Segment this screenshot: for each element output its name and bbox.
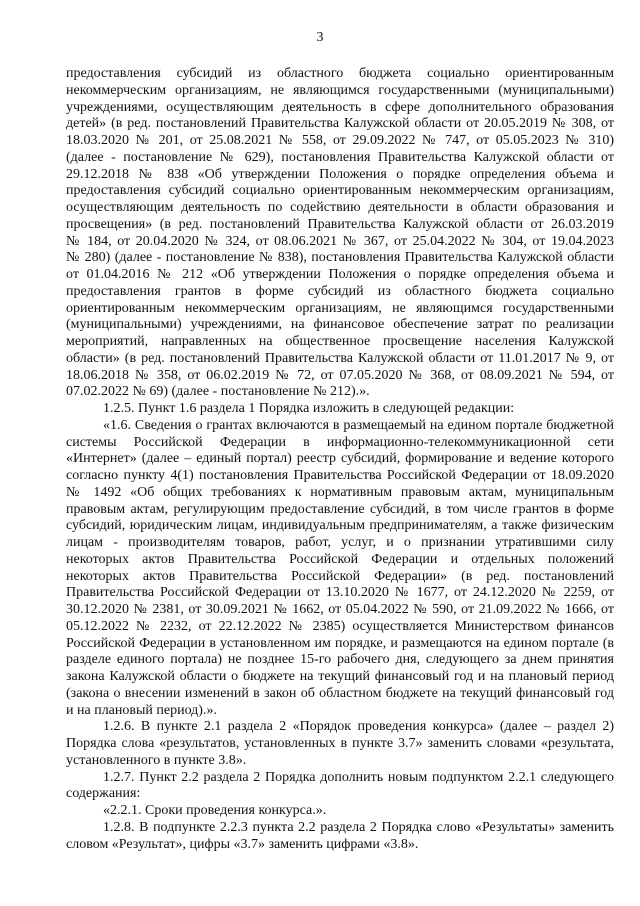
text-line: (закона о внесении изменений в закон об областном бюджете на текущий финансовый год <box>66 685 614 701</box>
text-line: предоставления грантов в форме субсидий из областного бюджета социально <box>66 283 614 299</box>
text-line: (муниципальными) учреждениями, на финансовое обеспечение затрат по реализации <box>66 317 614 333</box>
text-line: осуществляющим деятельность по содействию деятельности в области образования и <box>66 200 614 215</box>
text-line: 1.2.8. В подпункте 2.2.3 пункта 2.2 раздела 2 Порядка слово «Результаты» заменить <box>103 819 614 835</box>
text-line: и на плановый период).». <box>66 702 217 718</box>
text-line: 18.03.2020 № 201, от 25.08.2021 № 558, от 29.09.2022 № 747, от 05.05.2023 № 310) <box>66 133 614 148</box>
text-line: 29.12.2018 № 838 «Об утверждении Положения о порядке определения объема и <box>66 166 614 182</box>
text-line: предоставления субсидий из областного бюджета социально ориентированным <box>66 66 614 81</box>
text-line: разделе единого портала) не позднее 15-го рабочего дня, следующего за днем принятия <box>66 652 614 668</box>
page-number: 3 <box>316 30 324 45</box>
text-line: Правительства Российской Федерации от 13.10.2020 № 1677, от 24.12.2020 № 2259, от <box>66 585 614 601</box>
text-line: согласно пункту 4(1) постановления Правительства Российской Федерации от 18.09.2020 <box>66 468 614 483</box>
text-line: учреждениями, осуществляющим деятельность в сфере дополнительного образования <box>66 99 614 115</box>
text-line: некоммерческим организациям, не являющимся государственными (муниципальными) <box>66 82 614 98</box>
text-line: детей» (в ред. постановлений Правительства Калужской области от 20.05.2019 № 308, от <box>66 116 614 132</box>
paragraph-p2 <box>66 401 614 418</box>
text-line: 1.2.6. В пункте 2.1 раздела 2 «Порядок проведения конкурса» (далее – раздел 2) <box>103 719 614 735</box>
text-line: «1.6. Сведения о грантах включаются в размещаемый на едином портале бюджетной <box>103 417 614 433</box>
text-line: № 184, от 20.04.2020 № 324, от 08.06.2021 № 367, от 25.04.2022 № 304, от 19.04.2023 <box>66 233 614 249</box>
text-line: 30.12.2020 № 2381, от 30.09.2021 № 1662, от 05.04.2022 № 590, от 21.09.2022 № 1666, от <box>66 602 614 617</box>
text-line: мероприятий, направленных на общественное просвещение населения Калужской <box>66 334 614 349</box>
text-line: словом «Результат», цифры «3.7» заменить цифрами «3.8». <box>66 836 419 852</box>
text-line: некоторых актов Правительства Российской Федерации» (в ред. постановлений <box>66 568 614 584</box>
text-line: 1.2.5. Пункт 1.6 раздела 1 Порядка изложить в следующей редакции: <box>103 401 515 416</box>
text-line: «Интернет» (далее – единый портал) реестр субсидий, формирование и ведение которого <box>66 451 614 467</box>
paragraph-p1 <box>66 66 614 401</box>
text-line: (далее - постановление № 629), постановления Правительства Калужской области от <box>66 149 614 165</box>
text-line: области» (в ред. постановлений Правительства Калужской области от 11.01.2017 № 9, от <box>66 350 614 366</box>
text-line: 05.12.2022 № 2232, от 22.12.2022 № 2385) осуществляется Министерством финансов <box>66 618 614 634</box>
text-line: предоставления субсидий социально ориентированным некоммерческим организациям, <box>66 183 614 199</box>
text-line: закона Калужской области о бюджете на текущий финансовый год и на плановый период <box>66 669 614 684</box>
text-line: установленного в пункте 3.8». <box>66 752 247 768</box>
document-body <box>66 66 614 853</box>
text-line: системы Российской Федерации в информационно-телекоммуникационной сети <box>66 434 614 450</box>
text-line: просвещения» (в ред. постановлений Правительства Калужской области от 26.03.2019 <box>66 216 614 232</box>
paragraph-p7 <box>66 820 614 854</box>
paragraph-p5 <box>66 770 614 804</box>
paragraph-p6 <box>66 803 614 820</box>
text-line: лицам - производителям товаров, работ, услуг, и о признании утратившими силу <box>66 535 614 550</box>
text-line: субсидий, юридическим лицам, индивидуальным предпринимателям, а также физическим <box>66 518 614 534</box>
text-line: № 1492 «Об общих требованиях к нормативным правовым актам, муниципальным <box>66 484 614 500</box>
text-line: Российской Федерации в установленном им порядке, и размещаются на едином портале (в <box>66 635 614 651</box>
text-line: от 01.04.2016 № 212 «Об утверждении Положения о порядке определения объема и <box>66 267 614 282</box>
text-line: некоторых актов Правительства Российской Федерации и отдельных положений <box>66 551 614 567</box>
paragraph-p4 <box>66 719 614 769</box>
text-line: 07.02.2022 № 69) (далее - постановление № 212).». <box>66 384 370 400</box>
text-line: Порядка слова «результатов, установленных в пункте 3.7» заменить словами «результата, <box>66 736 614 751</box>
text-line: ориентированным некоммерческим организациям, не являющимся государственными <box>66 300 614 316</box>
text-line: правовым актам, регулирующим предоставление субсидий, в том числе грантов в форме <box>66 501 614 517</box>
paragraph-p3 <box>66 418 614 720</box>
text-line: № 280) (далее - постановление № 838), постановления Правительства Калужской области <box>66 250 614 266</box>
text-line: 1.2.7. Пункт 2.2 раздела 2 Порядка дополнить новым подпунктом 2.2.1 следующего <box>103 769 614 785</box>
text-line: «2.2.1. Сроки проведения конкурса.». <box>103 803 327 818</box>
text-line: 18.06.2018 № 358, от 06.02.2019 № 72, от 07.05.2020 № 368, от 08.09.2021 № 594, от <box>66 367 614 383</box>
text-line: содержания: <box>66 786 141 802</box>
